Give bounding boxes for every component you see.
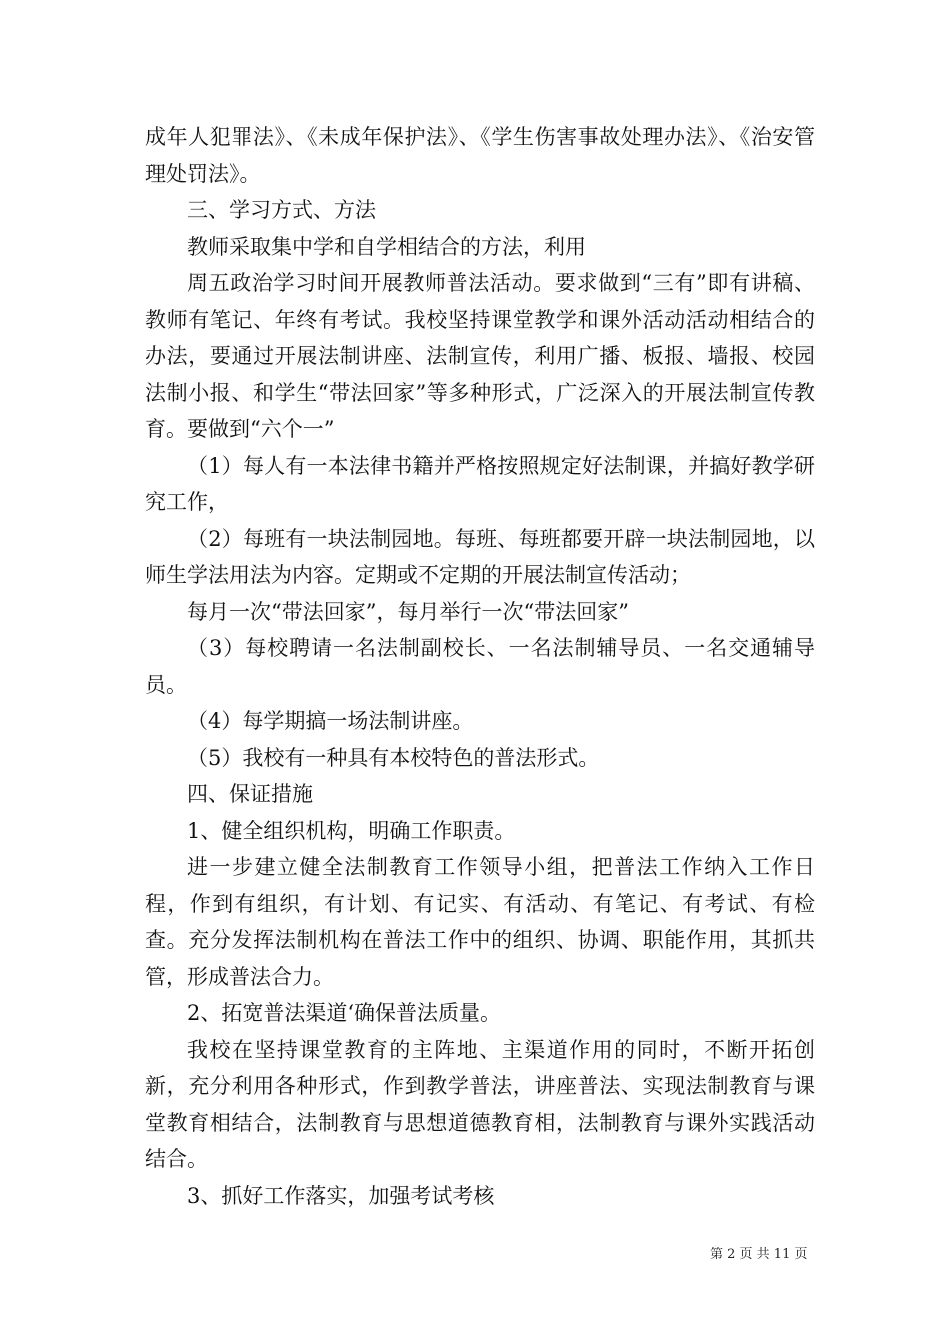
subheading-channels: 2、拓宽普法渠道‘确保普法质量。	[187, 1001, 502, 1025]
page-number-footer: 第 2 页 共 11 页	[710, 1247, 808, 1262]
heading-guarantee: 四、保证措施	[187, 782, 313, 806]
paragraph-friday-study: 周五政治学习时间开展教师普法活动。要求做到“三有”即有讲稿、教师有笔记、年终有考试。我校坚持课堂教学和课外活动活动相结合的办法，要通过开展法制讲座、法制宣传，利用广播、板报、墙报、校园法制小报、和学生“带法回家”等多种形式，广泛深入的开展法制宣传教育。要做到“六个一”	[145, 271, 815, 441]
list-item-5: （5）我校有一种具有本校特色的普法形式。	[187, 745, 600, 770]
list-item-4: （4）每学期搞一场法制讲座。	[187, 709, 474, 733]
document-body	[145, 119, 815, 1214]
list-item-2: （2）每班有一块法制园地。每班、每班都要开辟一块法制园地，以师生学法用法为内容。定期或不定期的开展法制宣传活动；	[145, 526, 815, 587]
heading-study-method: 三、学习方式、方法	[187, 198, 376, 222]
subheading-organization: 1、健全组织机构，明确工作职责。	[187, 818, 516, 843]
paragraph-law-list: 成年人犯罪法》、《未成年保护法》、《学生伤害事故处理办法》、《治安管理处罚法》。	[145, 125, 815, 186]
paragraph-monthly: 每月一次“带法回家”，每月举行一次“带法回家”	[187, 599, 629, 624]
paragraph-channels: 我校在坚持课堂教育的主阵地、主渠道作用的同时，不断开拓创新，充分利用各种形式，作到教学普法，讲座普法、实现法制教育与课堂教育相结合，法制教育与思想道德教育相，法制教育与课外实践活动结合。	[145, 1037, 815, 1171]
list-item-1: （1）每人有一本法律书籍并严格按照规定好法制课，并搞好教学研究工作，	[145, 453, 815, 514]
paragraph-teacher-method: 教师采取集中学和自学相结合的方法，利用	[187, 234, 586, 259]
paragraph-organization: 进一步建立健全法制教育工作领导小组，把普法工作纳入工作日程，作到有组织，有计划、有记实、有活动、有笔记、有考试、有检查。充分发挥法制机构在普法工作中的组织、协调、职能作用，其抓共管，形成普法合力。	[145, 855, 815, 989]
subheading-implementation: 3、抓好工作落实，加强考试考核	[187, 1183, 495, 1208]
list-item-3: （3）每校聘请一名法制副校长、一名法制辅导员、一名交通辅导员。	[145, 636, 815, 697]
